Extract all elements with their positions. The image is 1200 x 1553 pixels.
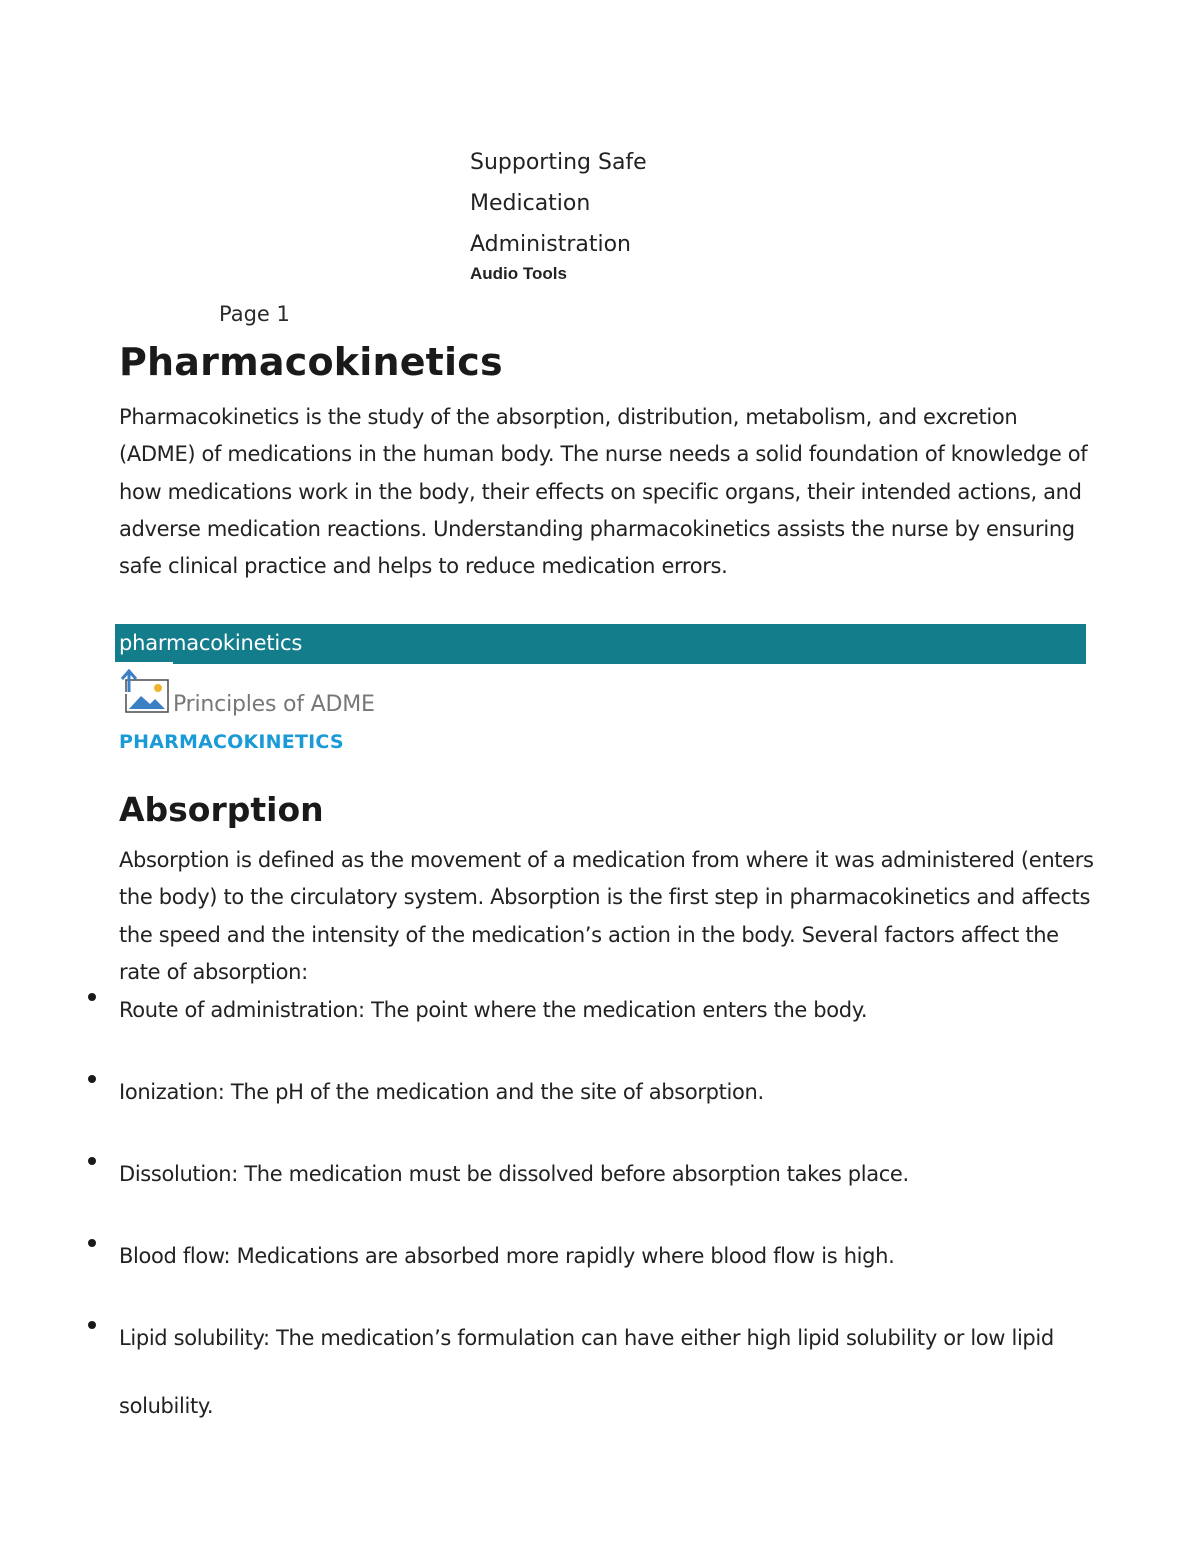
list-item-text: Ionization: The pH of the medication and the site of absorption. <box>119 1080 764 1104</box>
document-title-block <box>470 142 790 285</box>
list-item <box>88 1140 1088 1208</box>
title-line-1: Supporting Safe <box>470 150 647 175</box>
bullet-icon <box>88 993 96 1001</box>
list-item <box>88 1058 1088 1126</box>
bullet-icon <box>88 1239 96 1247</box>
pharmacokinetics-paragraph: Pharmacokinetics is the study of the absorption, distribution, metabolism, and excretion (ADME) of medications in the human body. The nurse needs a solid foundation of knowledge of how medications work in the body, their effects on specific organs, their intended actions, and adverse medication reactions. Understanding pharmacokinetics assists the nurse by ensuring safe clinical practice and helps to reduce medication errors. <box>119 405 1088 579</box>
absorption-paragraph: Absorption is defined as the movement of a medication from where it was administered (enters the body) to the circulatory system. Absorption is the first step in pharmacokinetics and affects the speed and the intensity of the medication’s action in the body. Several factors affect the rate of absorption: <box>119 848 1094 984</box>
page-number: Page 1 <box>219 302 290 326</box>
list-item-text: Blood flow: Medications are absorbed more rapidly where blood flow is high. <box>119 1244 895 1268</box>
bullet-icon <box>88 1075 96 1083</box>
pharmacokinetics-banner: pharmacokinetics <box>115 624 1086 664</box>
bullet-icon <box>88 1157 96 1165</box>
bullet-icon <box>88 1321 96 1329</box>
absorption-factors-list <box>88 990 1088 1468</box>
absorption-heading: Absorption <box>119 790 324 829</box>
list-item <box>88 976 1088 1044</box>
banner-divider <box>115 662 173 664</box>
title-line-3: Administration <box>470 232 631 257</box>
broken-image-icon <box>119 668 171 716</box>
audio-tools-label[interactable]: Audio Tools <box>470 264 567 283</box>
list-item-text: Lipid solubility: The medication’s formulation can have either high lipid solubility or low lipid solubility. <box>119 1326 1054 1418</box>
pharmacokinetics-heading: Pharmacokinetics <box>119 340 503 384</box>
list-item <box>88 1304 1088 1440</box>
list-item <box>88 1222 1088 1290</box>
adme-image-caption: Principles of ADME <box>173 692 375 717</box>
pharmacokinetics-link[interactable]: PHARMACOKINETICS <box>119 731 344 753</box>
title-line-2: Medication <box>470 191 591 216</box>
list-item-text: Dissolution: The medication must be dissolved before absorption takes place. <box>119 1162 909 1186</box>
list-item-text: Route of administration: The point where the medication enters the body. <box>119 998 868 1022</box>
